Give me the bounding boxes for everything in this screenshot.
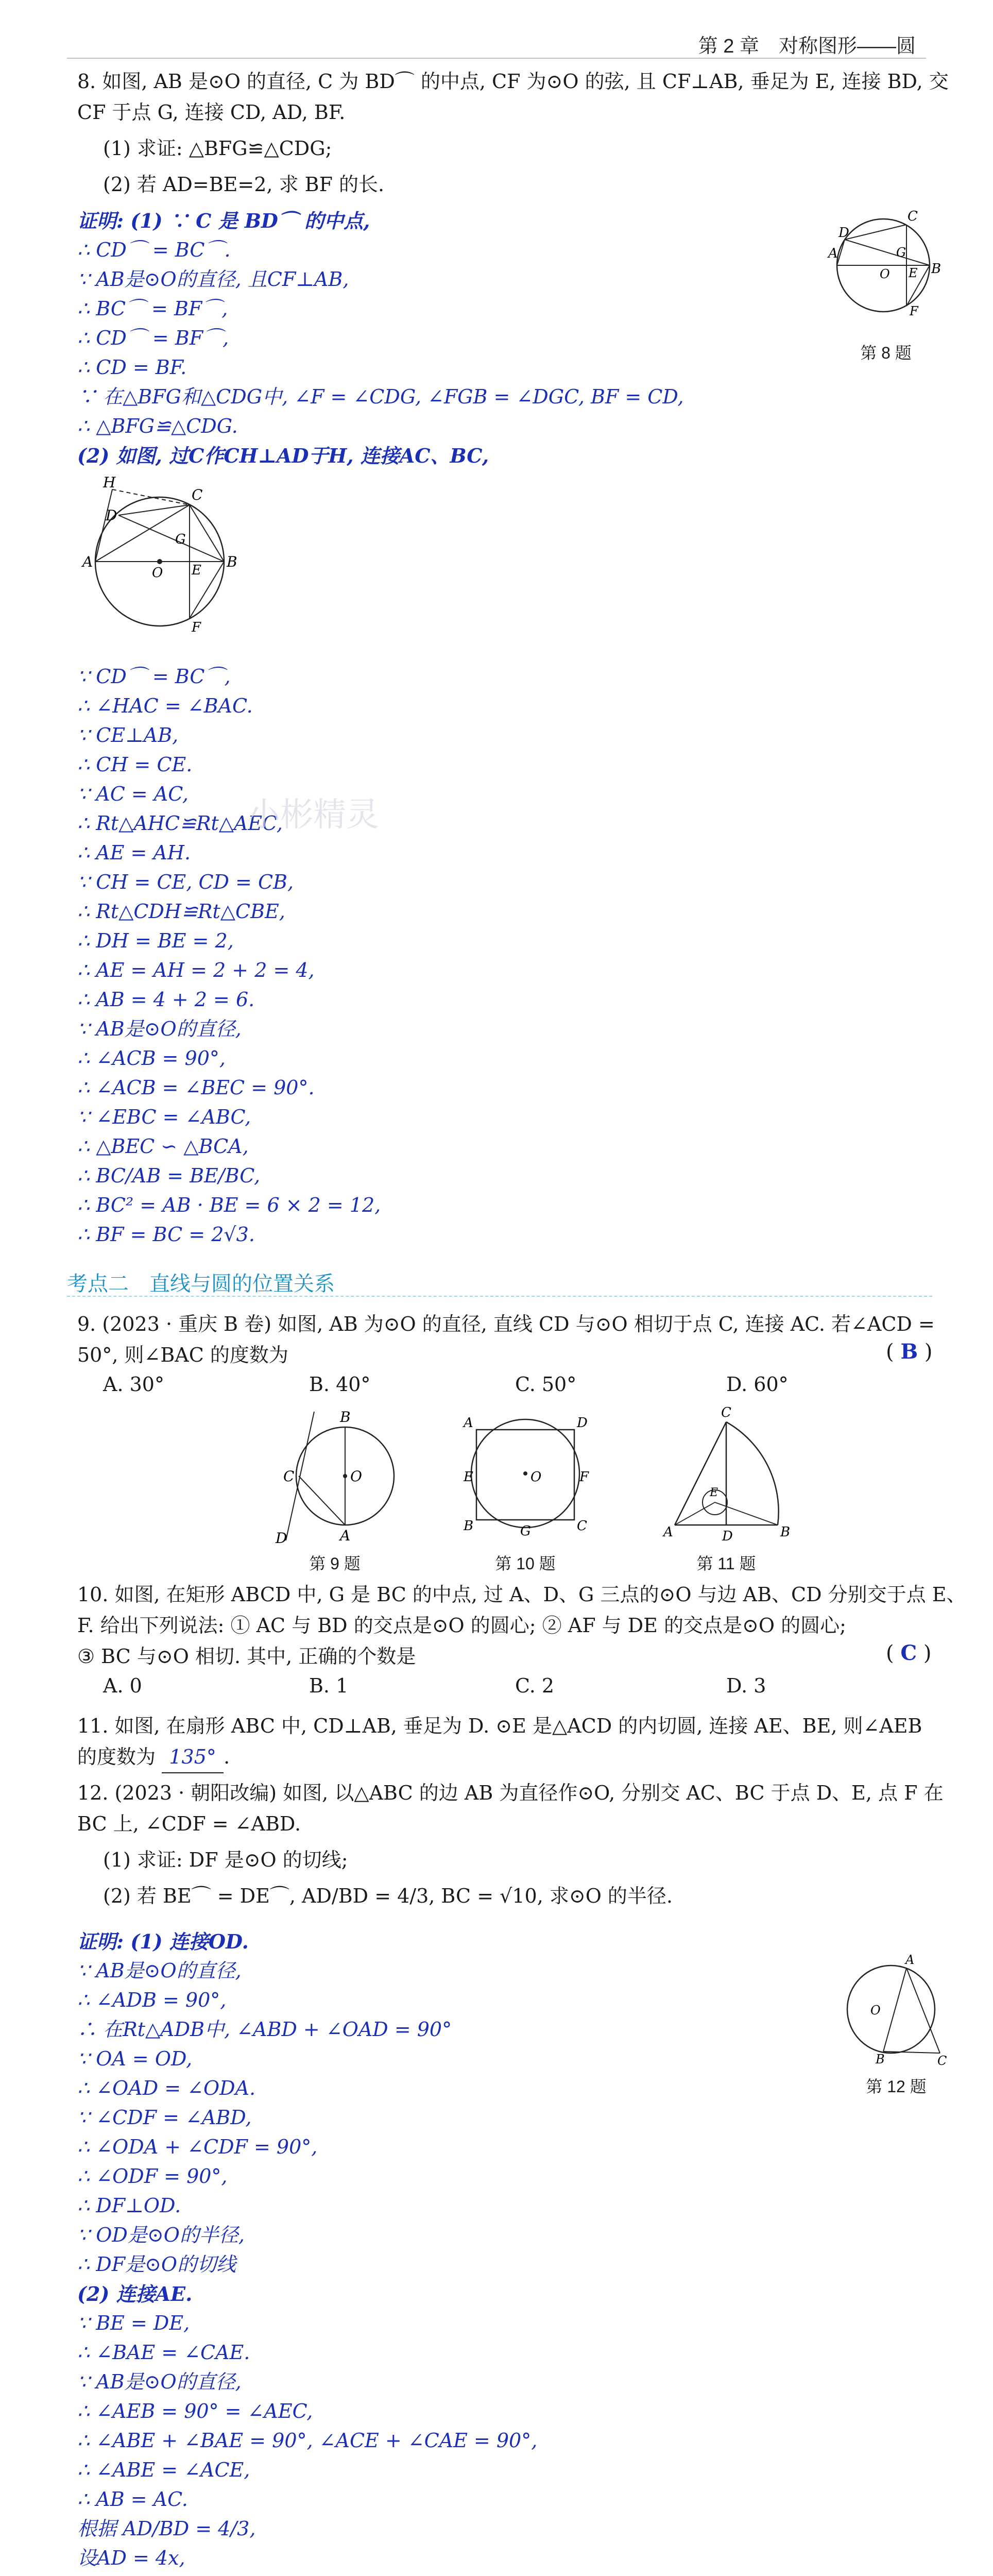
q9-answer-bracket: ( B ) bbox=[886, 1340, 933, 1364]
solution-line: ∴ ∠AEB = 90° = ∠AEC, bbox=[77, 2400, 313, 2422]
q10-answer-bracket: ( C ) bbox=[886, 1641, 932, 1665]
svg-text:E: E bbox=[464, 1469, 473, 1485]
solution-line: ∵ OA = OD, bbox=[77, 2047, 193, 2070]
solution-line: ∴ CH = CE. bbox=[77, 753, 193, 776]
solution-line: ∴ ∠ACB = ∠BEC = 90°. bbox=[77, 1076, 315, 1099]
q8-figure-caption: 第 8 题 bbox=[860, 344, 912, 362]
svg-text:B: B bbox=[340, 1409, 351, 1426]
q10-option-d: D. 3 bbox=[726, 1674, 766, 1697]
solution-line: ∴ BF = BC = 2√3. bbox=[77, 1223, 255, 1246]
solution-line: ∴ Rt△CDH≌Rt△CBE, bbox=[77, 900, 285, 923]
solution-line: ∴ BC/AB = BE/BC, bbox=[77, 1164, 261, 1187]
solution-line: 设AD = 4x, bbox=[77, 2547, 185, 2569]
solution-line: ∴ ∠ODF = 90°, bbox=[77, 2165, 228, 2188]
solution-line: ∵ AB是⊙O的直径, 且CF⊥AB, bbox=[77, 268, 349, 291]
svg-text:O: O bbox=[530, 1469, 542, 1485]
svg-text:D: D bbox=[106, 507, 117, 524]
svg-text:C: C bbox=[721, 1405, 731, 1420]
solution-line: ∴ BC⌒ = BF⌒, bbox=[77, 297, 228, 320]
solution-line: ∴ DF⊥OD. bbox=[77, 2194, 181, 2217]
q10-stem-line3: ③ BC 与⊙O 相切. 其中, 正确的个数是 bbox=[77, 1645, 416, 1668]
svg-text:F: F bbox=[579, 1469, 589, 1485]
svg-text:F: F bbox=[910, 304, 918, 318]
svg-text:A: A bbox=[905, 1953, 915, 1967]
svg-text:G: G bbox=[520, 1523, 531, 1539]
svg-text:B: B bbox=[876, 2052, 885, 2066]
section-divider bbox=[67, 1296, 932, 1297]
svg-text:B: B bbox=[227, 553, 237, 570]
svg-text:O: O bbox=[880, 267, 890, 281]
solution-line: ∴ ∠ABE = ∠ACE, bbox=[77, 2459, 250, 2481]
solution-line: 证明: (1) 连接OD. bbox=[77, 1930, 249, 1953]
svg-text:D: D bbox=[577, 1415, 588, 1431]
solution-line: ∵ AB是⊙O的直径, bbox=[77, 1959, 242, 1982]
q10-option-b: B. 1 bbox=[309, 1674, 349, 1697]
solution-line: ∴ AB = 4 + 2 = 6. bbox=[77, 988, 255, 1011]
q9-figure-caption: 第 9 题 bbox=[309, 1554, 361, 1573]
q10-stem-line2: F. 给出下列说法: ① AC 与 BD 的交点是⊙O 的圆心; ② AF 与 DE 的交点是⊙O 的圆心; bbox=[77, 1614, 846, 1637]
figure-q9 bbox=[258, 1406, 412, 1551]
svg-text:H: H bbox=[103, 474, 116, 491]
svg-text:A: A bbox=[340, 1527, 351, 1544]
q9-option-c: C. 50° bbox=[515, 1373, 577, 1396]
q10-stem-line1: 10. 如图, 在矩形 ABCD 中, G 是 BC 的中点, 过 A、D、G 三点的⊙O 与边 AB、CD 分别交于点 E、 bbox=[77, 1583, 966, 1606]
watermark: 小彬精灵 bbox=[247, 796, 379, 833]
solution-line: ∴ △BEC ∽ △BCA, bbox=[77, 1135, 249, 1158]
q10-answer: C bbox=[900, 1641, 917, 1665]
solution-line: ∴ AE = AH. bbox=[77, 841, 191, 864]
solution-line: ∴ ∠BAE = ∠CAE. bbox=[77, 2341, 250, 2364]
solution-line: ∵ CD⌒ = BC⌒, bbox=[77, 665, 231, 688]
svg-text:B: B bbox=[464, 1518, 474, 1534]
solution-line: ∴ △BFG≌△CDG. bbox=[77, 415, 238, 437]
solution-line: ∴ ∠OAD = ∠ODA. bbox=[77, 2077, 256, 2099]
q8-solution-part1 bbox=[77, 206, 953, 470]
q12-solution bbox=[77, 1927, 953, 2576]
svg-text:D: D bbox=[722, 1529, 733, 1544]
solution-line: ∵ OD是⊙O的半径, bbox=[77, 2224, 245, 2246]
solution-line: ∴ AB = AC. bbox=[77, 2488, 188, 2511]
q12-part2: (2) 若 BE⌒ = DE⌒, AD/BD = 4/3, BC = √10, 求⊙O 的半径. bbox=[103, 1885, 673, 1907]
svg-text:E: E bbox=[909, 266, 918, 280]
solution-line: ∴ AE = AH = 2 + 2 = 4, bbox=[77, 959, 315, 981]
solution-line: ∴ ∠ADB = 90°, bbox=[77, 1989, 227, 2011]
solution-line: ∴ DF是⊙O的切线 bbox=[77, 2253, 236, 2276]
q10-option-a: A. 0 bbox=[103, 1674, 142, 1697]
q8-part1: (1) 求证: △BFG≌△CDG; bbox=[103, 137, 332, 160]
svg-text:B: B bbox=[780, 1524, 791, 1540]
svg-text:O: O bbox=[152, 565, 163, 581]
q9-stem-line2: 50°, 则∠BAC 的度数为 bbox=[77, 1344, 288, 1366]
q8-part2: (2) 若 AD=BE=2, 求 BF 的长. bbox=[103, 173, 385, 196]
solution-line bbox=[77, 2573, 953, 2576]
solution-line: ∴ BC² = AB · BE = 6 × 2 = 12, bbox=[77, 1194, 381, 1216]
q8-stem-line2: CF 于点 G, 连接 CD, AD, BF. bbox=[77, 101, 346, 124]
solution-line: 根据 AD/BD = 4/3, bbox=[77, 2517, 256, 2540]
svg-text:C: C bbox=[192, 486, 203, 503]
solution-line: ∴ 在Rt△ADB中, ∠ABD + ∠OAD = 90° bbox=[77, 2018, 452, 2041]
q11-stem-line1: 11. 如图, 在扇形 ABC 中, CD⊥AB, 垂足为 D. ⊙E 是△ACD 的内切圆, 连接 AE、BE, 则∠AEB bbox=[77, 1715, 922, 1737]
svg-text:A: A bbox=[828, 246, 838, 261]
solution-line: ∴ DH = BE = 2, bbox=[77, 929, 234, 952]
svg-text:O: O bbox=[870, 2003, 881, 2018]
q10-option-c: C. 2 bbox=[515, 1674, 555, 1697]
solution-line: ∵ AB是⊙O的直径, bbox=[77, 1018, 242, 1040]
svg-text:A: A bbox=[663, 1524, 673, 1540]
solution-line: ∵ CE⊥AB, bbox=[77, 724, 179, 747]
q11-answer-blank: 135° bbox=[162, 1741, 224, 1773]
svg-text:A: A bbox=[464, 1415, 473, 1431]
svg-text:C: C bbox=[937, 2054, 947, 2068]
solution-line: ∴ ∠ABE + ∠BAE = 90°, ∠ACE + ∠CAE = 90°, bbox=[77, 2429, 538, 2452]
q12-stem-line2: BC 上, ∠CDF = ∠ABD. bbox=[77, 1812, 301, 1835]
svg-text:E: E bbox=[710, 1486, 718, 1499]
svg-text:C: C bbox=[908, 209, 918, 224]
svg-text:B: B bbox=[931, 261, 941, 277]
solution-line: 证明: (1) ∵ C 是 BD⌒ 的中点, bbox=[77, 209, 370, 232]
q9-answer: B bbox=[900, 1340, 918, 1364]
chapter-header: 第 2 章 对称图形——圆 bbox=[698, 36, 916, 57]
q8-solution-part2 bbox=[77, 662, 953, 1249]
solution-line: ∴ ∠ODA + ∠CDF = 90°, bbox=[77, 2136, 318, 2158]
q11-stem-text: 的度数为 bbox=[77, 1745, 156, 1768]
solution-line: ∴ ∠ACB = 90°, bbox=[77, 1047, 226, 1070]
svg-text:C: C bbox=[283, 1468, 295, 1485]
solution-line: (2) 连接AE. bbox=[77, 2282, 193, 2306]
solution-line: ∵ AB是⊙O的直径, bbox=[77, 2370, 242, 2393]
svg-text:F: F bbox=[192, 620, 201, 635]
solution-line: ∵ 在△BFG和△CDG中, ∠F = ∠CDG, ∠FGB = ∠DGC, BF = CD, bbox=[77, 385, 684, 408]
q10-figure-caption: 第 10 题 bbox=[495, 1554, 556, 1573]
q9-option-b: B. 40° bbox=[309, 1373, 371, 1396]
q11-figure-caption: 第 11 题 bbox=[696, 1554, 756, 1573]
q12-stem-line1: 12. (2023 · 朝阳改编) 如图, 以△ABC 的边 AB 为直径作⊙O, 分别交 AC、BC 于点 D、E, 点 F 在 bbox=[77, 1782, 944, 1804]
q9-option-a: A. 30° bbox=[103, 1373, 164, 1396]
solution-line: ∴ CD⌒ = BF⌒, bbox=[77, 327, 229, 349]
solution-line: ∵ ∠CDF = ∠ABD, bbox=[77, 2106, 252, 2129]
q9-stem-line1: 9. (2023 · 重庆 B 卷) 如图, AB 为⊙O 的直径, 直线 CD 与⊙O 相切于点 C, 连接 AC. 若∠ACD = bbox=[77, 1313, 935, 1335]
svg-text:C: C bbox=[577, 1518, 587, 1534]
solution-line: ∴ ∠HAC = ∠BAC. bbox=[77, 694, 253, 717]
solution-line: ∵ BE = DE, bbox=[77, 2312, 190, 2334]
solution-line: ∵ CH = CE, CD = CB, bbox=[77, 871, 294, 893]
solution-line: ∵ AC = AC, bbox=[77, 783, 189, 805]
q11-stem-line2: 的度数为 135° . bbox=[77, 1741, 230, 1773]
solution-line: ∴ CD⌒ = BC⌒. bbox=[77, 239, 231, 261]
solution-line: ∵ ∠EBC = ∠ABC, bbox=[77, 1106, 251, 1128]
q9-option-d: D. 60° bbox=[726, 1373, 789, 1396]
svg-text:A: A bbox=[82, 553, 93, 570]
solution-line: ∴ Rt△AHC≌Rt△AEC, bbox=[77, 812, 283, 835]
svg-text:D: D bbox=[838, 225, 849, 241]
section-title: 考点二 直线与圆的位置关系 bbox=[67, 1273, 335, 1295]
q12-part1: (1) 求证: DF 是⊙O 的切线; bbox=[103, 1849, 348, 1871]
svg-text:G: G bbox=[175, 532, 186, 547]
header-divider bbox=[67, 58, 926, 59]
q12-figure-caption: 第 12 题 bbox=[866, 2077, 927, 2096]
q8-stem-line1: 8. 如图, AB 是⊙O 的直径, C 为 BD⌒ 的中点, CF 为⊙O 的弦, 且 CF⊥AB, 垂足为 E, 连接 BD, 交 bbox=[77, 70, 949, 93]
svg-text:E: E bbox=[192, 563, 201, 578]
svg-text:G: G bbox=[896, 245, 906, 260]
svg-text:O: O bbox=[350, 1468, 362, 1485]
solution-line: (2) 如图, 过C作CH⊥AD于H, 连接AC、BC, bbox=[77, 444, 489, 467]
solution-line: ∴ CD = BF. bbox=[77, 356, 187, 379]
figure-q11 bbox=[654, 1401, 798, 1551]
svg-text:D: D bbox=[276, 1530, 287, 1547]
figure-q10 bbox=[453, 1406, 597, 1551]
q8-solution-figure bbox=[72, 474, 258, 649]
